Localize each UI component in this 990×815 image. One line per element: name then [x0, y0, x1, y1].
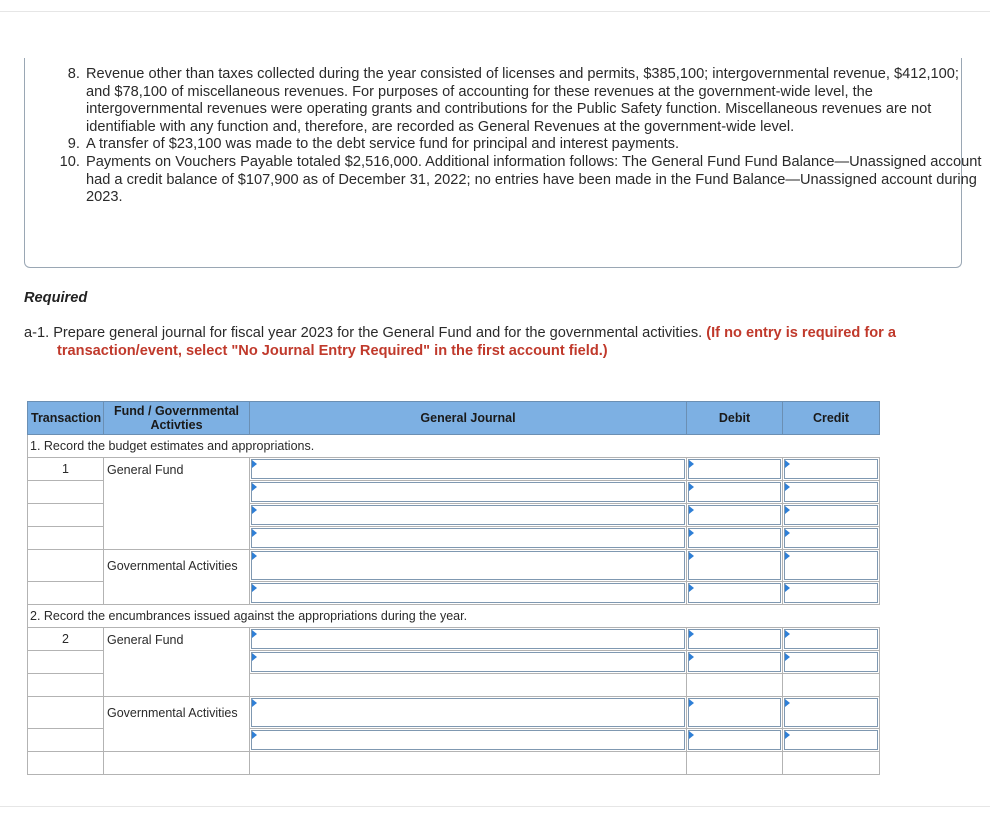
debit-cell-empty	[687, 674, 783, 697]
transaction-number: 2	[28, 628, 104, 651]
credit-field[interactable]	[783, 550, 880, 582]
debit-field[interactable]	[687, 527, 783, 550]
account-field[interactable]	[250, 628, 687, 651]
account-field[interactable]	[250, 504, 687, 527]
account-field[interactable]	[250, 458, 687, 481]
transaction-cell	[28, 697, 104, 729]
section-description-row	[28, 435, 880, 458]
dropdown-arrow-icon	[252, 699, 257, 707]
debit-field[interactable]	[687, 628, 783, 651]
transaction-cell	[28, 729, 104, 752]
dropdown-arrow-icon	[252, 460, 257, 468]
fund-label-governmental: Governmental Activities	[104, 697, 250, 752]
debit-field[interactable]	[687, 582, 783, 605]
dropdown-arrow-icon	[689, 506, 694, 514]
transaction-cell	[28, 550, 104, 582]
transaction-number: 1	[28, 458, 104, 481]
journal-row-gov	[28, 697, 880, 729]
header-general-journal: General Journal	[250, 402, 687, 435]
account-cell-empty	[250, 752, 687, 775]
header-fund: Fund / Governmental Activties	[104, 402, 250, 435]
debit-field[interactable]	[687, 550, 783, 582]
dropdown-arrow-icon	[252, 584, 257, 592]
account-field[interactable]	[250, 481, 687, 504]
section-2-description: 2. Record the encumbrances issued against the appropriations during the year.	[28, 605, 880, 628]
journal-row	[28, 752, 880, 775]
dropdown-arrow-icon	[785, 731, 790, 739]
dropdown-arrow-icon	[252, 529, 257, 537]
dropdown-arrow-icon	[689, 630, 694, 638]
credit-field[interactable]	[783, 527, 880, 550]
credit-field[interactable]	[783, 582, 880, 605]
fund-label-general: General Fund	[104, 628, 250, 697]
header-credit: Credit	[783, 402, 880, 435]
dropdown-arrow-icon	[689, 529, 694, 537]
required-heading: Required	[24, 290, 88, 306]
account-field[interactable]	[250, 550, 687, 582]
dropdown-arrow-icon	[252, 653, 257, 661]
debit-field[interactable]	[687, 697, 783, 729]
account-field[interactable]	[250, 527, 687, 550]
transaction-cell	[28, 752, 104, 775]
top-divider	[0, 11, 990, 12]
dropdown-arrow-icon	[689, 653, 694, 661]
credit-field[interactable]	[783, 628, 880, 651]
journal-row	[28, 628, 880, 651]
fund-label-governmental: Governmental Activities	[104, 550, 250, 605]
dropdown-arrow-icon	[689, 584, 694, 592]
dropdown-arrow-icon	[785, 552, 790, 560]
account-cell-empty	[250, 674, 687, 697]
transaction-cell	[28, 582, 104, 605]
problem-item-8: 8. Revenue other than taxes collected during the year consisted of licenses and permits, $385,100; intergovernmental revenue, $412,100; and $78,100 of miscellaneous revenues. For purposes of accounting for these revenues at the government-wide level, the intergovernmental revenues were operating grants and contributions for the Public Safety function. Miscellaneous revenues are not identifiable with any function and, therefore, are recorded as General Revenues at the government-wide level.	[84, 66, 984, 136]
account-field[interactable]	[250, 697, 687, 729]
dropdown-arrow-icon	[785, 529, 790, 537]
header-debit: Debit	[687, 402, 783, 435]
credit-field[interactable]	[783, 651, 880, 674]
dropdown-arrow-icon	[785, 460, 790, 468]
dropdown-arrow-icon	[785, 584, 790, 592]
transaction-cell	[28, 651, 104, 674]
debit-field[interactable]	[687, 651, 783, 674]
debit-field[interactable]	[687, 481, 783, 504]
account-field[interactable]	[250, 729, 687, 752]
credit-field[interactable]	[783, 458, 880, 481]
section-description-row	[28, 605, 880, 628]
transaction-cell	[28, 674, 104, 697]
credit-cell-empty	[783, 752, 880, 775]
dropdown-arrow-icon	[689, 552, 694, 560]
section-1-description: 1. Record the budget estimates and appropriations.	[28, 435, 880, 458]
dropdown-arrow-icon	[689, 460, 694, 468]
dropdown-arrow-icon	[252, 483, 257, 491]
journal-row-gov	[28, 550, 880, 582]
dropdown-arrow-icon	[785, 483, 790, 491]
account-field[interactable]	[250, 651, 687, 674]
transaction-cell	[28, 527, 104, 550]
transaction-cell	[28, 504, 104, 527]
credit-field[interactable]	[783, 697, 880, 729]
instruction-text: a-1. Prepare general journal for fiscal year 2023 for the General Fund and for the governmental activities.	[24, 325, 703, 341]
instruction-note: (If no entry is required for a transaction/event, select "No Journal Entry Required" in the first account field.)	[57, 325, 896, 359]
account-field[interactable]	[250, 582, 687, 605]
dropdown-arrow-icon	[252, 731, 257, 739]
journal-table	[27, 401, 880, 775]
dropdown-arrow-icon	[689, 731, 694, 739]
credit-field[interactable]	[783, 504, 880, 527]
dropdown-arrow-icon	[785, 506, 790, 514]
dropdown-arrow-icon	[785, 630, 790, 638]
problem-list	[24, 66, 984, 207]
header-transaction: Transaction	[28, 402, 104, 435]
journal-header-row	[28, 402, 880, 435]
bottom-divider	[0, 806, 990, 807]
fund-label-general: General Fund	[104, 458, 250, 550]
instruction	[24, 324, 974, 360]
debit-field[interactable]	[687, 504, 783, 527]
problem-item-10: 10. Payments on Vouchers Payable totaled $2,516,000. Additional information follows: The General Fund Fund Balance—Unassigned account had a credit balance of $107,900 as of December 31, 2022; no entries have been made in the Fund Balance—Unassigned account during 2023.	[84, 154, 984, 207]
debit-field[interactable]	[687, 729, 783, 752]
dropdown-arrow-icon	[785, 699, 790, 707]
dropdown-arrow-icon	[252, 552, 257, 560]
credit-field[interactable]	[783, 729, 880, 752]
debit-field[interactable]	[687, 458, 783, 481]
dropdown-arrow-icon	[785, 653, 790, 661]
transaction-cell	[28, 481, 104, 504]
dropdown-arrow-icon	[689, 699, 694, 707]
credit-field[interactable]	[783, 481, 880, 504]
dropdown-arrow-icon	[689, 483, 694, 491]
problem-item-9: 9. A transfer of $23,100 was made to the debt service fund for principal and interest payments.	[84, 136, 984, 154]
debit-cell-empty	[687, 752, 783, 775]
credit-cell-empty	[783, 674, 880, 697]
dropdown-arrow-icon	[252, 630, 257, 638]
dropdown-arrow-icon	[252, 506, 257, 514]
journal-row	[28, 458, 880, 481]
fund-cell-empty	[104, 752, 250, 775]
